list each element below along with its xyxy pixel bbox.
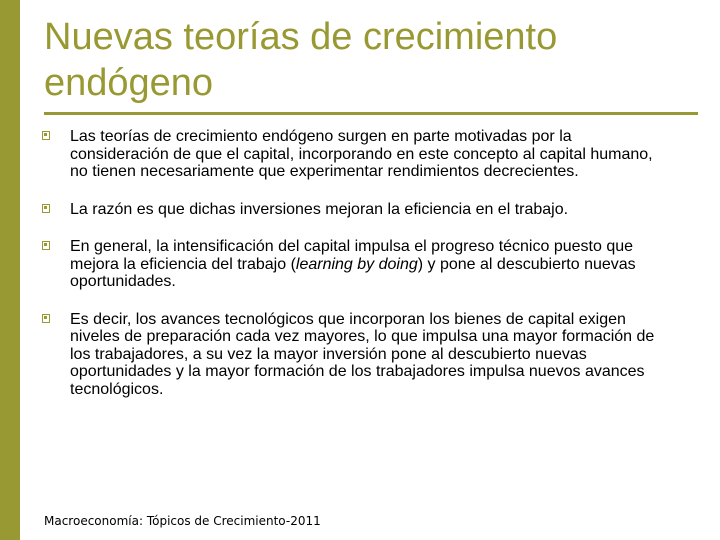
title-underline-rule xyxy=(44,112,698,115)
bullet-text: Es decir, los avances tecnológicos que incorporan los bienes de capital exigen niveles de preparación cada vez mayores, lo que impulsa una mayor formación de los trabajadores, a su vez la mayor inversión pone al descubierto nuevas oportunidades y la mayor formación de los trabajadores impulsa nuevos avances tecnológicos. xyxy=(70,310,655,398)
bullet-text-before: En general, la intensificación del capital impulsa el progreso técnico puesto que mejora la eficiencia del trabajo ( xyxy=(70,238,634,273)
bullet-item xyxy=(38,201,658,219)
slide-footer: Macroeconomía: Tópicos de Crecimiento-2011 xyxy=(44,514,321,528)
square-bullet-icon xyxy=(42,131,50,140)
bullet-list xyxy=(38,128,658,418)
square-bullet-icon xyxy=(42,204,50,213)
square-bullet-icon xyxy=(42,314,50,323)
bullet-item xyxy=(38,238,658,291)
bullet-text-rich xyxy=(70,238,658,291)
left-accent-bar xyxy=(0,0,20,540)
bullet-text: La razón es que dichas inversiones mejoran la eficiencia en el trabajo. xyxy=(70,200,569,218)
square-bullet-icon xyxy=(42,241,50,250)
slide-title: Nuevas teorías de crecimiento endógeno xyxy=(44,16,558,104)
bullet-item xyxy=(38,311,658,399)
bullet-text-after: ) y pone al descubierto nuevas oportunidades. xyxy=(70,255,636,290)
bullet-text-emphasis: learning by doing xyxy=(295,255,418,273)
bullet-text: Las teorías de crecimiento endógeno surgen en parte motivadas por la consideración de que el capital, incorporando en este concepto al capital humano, no tienen necesariamente que experimentar rendimientos decrecientes. xyxy=(70,128,653,180)
bullet-item xyxy=(38,128,658,181)
